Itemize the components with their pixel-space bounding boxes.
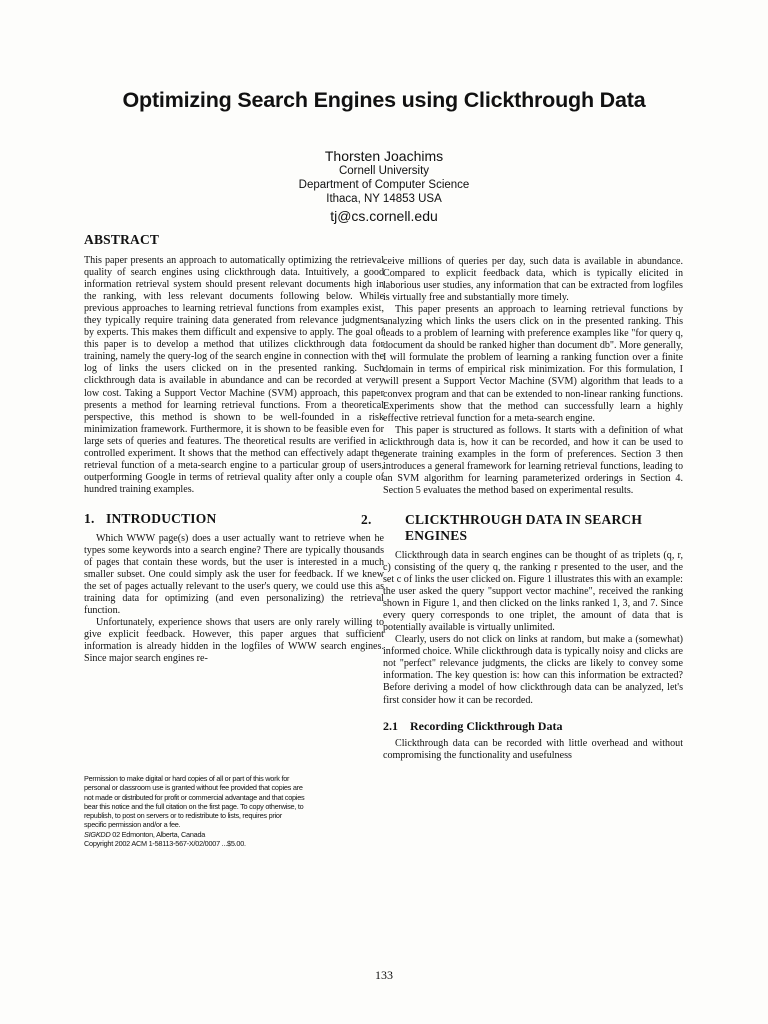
section-1-heading <box>84 511 384 527</box>
section-2-title: CLICKTHROUGH DATA IN SEARCH ENGINES <box>405 511 643 543</box>
section-2-number: 2. <box>361 511 372 527</box>
abstract-text: This paper presents an approach to automatically optimizing the retrieval quality of search engines using clickthrough data. Intuitively, a good information retrieval system should present relevant documents high in the ranking, with less relevant documents following below. While previous approaches to learning retrieval functions from examples exist, they typically require training data generated from relevance judgments by experts. This makes them difficult and expensive to apply. The goal of this paper is to develop a method that utilizes clickthrough data for training, namely the query-log of the search engine in connection with the log of links the users clicked on in the presented ranking. Such clickthrough data is available in abundance and can be recorded at very low cost. Taking a Support Vector Machine (SVM) approach, this paper presents a method for learning retrieval functions. From a theoretical perspective, this method is shown to be well-founded in a risk minimization framework. Furthermore, it is shown to be feasible even for large sets of queries and features. The theoretical results are verified in a controlled experiment. It shows that the method can effectively adapt the retrieval function of a meta-search engine to a particular group of users, outperforming Google in terms of retrieval quality after only a couple of hundred training examples. <box>84 255 384 495</box>
section-1-paragraph-1: Which WWW page(s) does a user actually want to retrieve when he types some keywords into a search engine? There are typically thousands of pages that contain these words, but the user is interested in a much smaller subset. One could simply ask the user for feedback. If we knew the set of pages actually relevant to the user's query, we could use this as training data for optimizing (and even personalizing) the retrieval function. <box>84 532 384 617</box>
permission-notice: Permission to make digital or hard copies of all or part of this work for personal or classroom use is granted without fee provided that copies are not made or distributed for profit or commercial advantage and that copies bear this notice and the full citation on the first page. To copy otherwise, to republish, to post on servers or to redistribute to lists, requires prior specific permission and/or a fee. <box>84 774 305 830</box>
section-1-number: 1. <box>84 510 95 526</box>
venue-line <box>84 830 306 839</box>
author-email: tj@cs.cornell.edu <box>330 208 438 224</box>
venue-name: SIGKDD <box>84 829 111 839</box>
venue-location: 02 Edmonton, Alberta, Canada <box>110 829 206 839</box>
left-column <box>84 232 384 665</box>
author-block <box>0 148 768 225</box>
section-2-1-number: 2.1 <box>383 718 398 733</box>
section-2-paragraph-1: Clickthrough data in search engines can be thought of as triplets (q, r, c) consisting of the query q, the ranking r presented to the user, and the set c of links the user clicked on. Figure 1 illustrates this with an example: the user asked the query "support vector machine", received the ranking shown in Figure 1, and then clicked on the links ranked 1, 3, and 7. Since every query corresponds to one triplet, the amount of data that is potentially available is virtually unlimited. <box>383 549 683 634</box>
page-number: 133 <box>375 968 393 982</box>
intro-paragraph-4: This paper is structured as follows. It starts with a definition of what clickthrough data is, how it can be recorded, and how it can be used to generate training examples in the form of preferences. Section 3 then introduces a general framework for learning retrieval functions, leading to an SVM algorithm for learning parameterized orderings in Section 4. Section 5 evaluates the method based on experimental results. <box>383 424 683 496</box>
affiliation-address: Ithaca, NY 14853 USA <box>326 193 442 205</box>
copyright-footnote <box>84 774 306 848</box>
right-column <box>361 256 683 762</box>
section-2-1-title: Recording Clickthrough Data <box>410 718 563 733</box>
paper-title: Optimizing Search Engines using Clickthrough Data <box>122 88 646 112</box>
section-1-paragraph-2: Unfortunately, experience shows that users are only rarely willing to give explicit feedback. However, this paper argues that sufficient information is already hidden in the logfiles of WWW search engines. Since major search engines re- <box>84 617 384 665</box>
intro-continuation: ceive millions of queries per day, such data is available in abundance. Compared to explicit feedback data, which is typically elicited in laborious user studies, any information that can be extracted from logfiles is virtually free and substantially more timely. <box>383 256 683 304</box>
section-2-paragraph-2: Clearly, users do not click on links at random, but make a (somewhat) informed choice. While clickthrough data is typically noisy and clicks are not "perfect" relevance judgments, the clicks are likely to convey some information. The key question is: how can this information be extracted? Before deriving a model of how clickthrough data can be analyzed, let's first consider how it can be recorded. <box>383 634 683 706</box>
section-2-heading <box>361 511 683 544</box>
author-name: Thorsten Joachims <box>324 148 444 164</box>
intro-paragraph-3: This paper presents an approach to learning retrieval functions by analyzing which links the users click on in the presented ranking. This leads to a problem of learning with preference examples like "for query q, document da should be ranked higher than document db". More generally, I will formulate the problem of learning a ranking function over a finite domain in terms of empirical risk minimization. For this formulation, I will present a Support Vector Machine (SVM) algorithm that leads to a convex program and that can be extended to non-linear ranking functions. Experiments show that the method can successfully learn a highly effective retrieval function for a meta-search engine. <box>383 304 683 424</box>
section-1-title: INTRODUCTION <box>106 510 217 526</box>
affiliation-department: Department of Computer Science <box>298 179 470 191</box>
section-2-1-paragraph-1: Clickthrough data can be recorded with little overhead and without compromising the functionality and usefulness <box>383 737 683 761</box>
copyright-line: Copyright 2002 ACM 1-58113-567-X/02/0007 ...$5.00. <box>84 839 246 849</box>
affiliation-university: Cornell University <box>338 165 430 177</box>
abstract-heading: ABSTRACT <box>84 232 160 247</box>
section-2-1-heading <box>383 719 683 733</box>
